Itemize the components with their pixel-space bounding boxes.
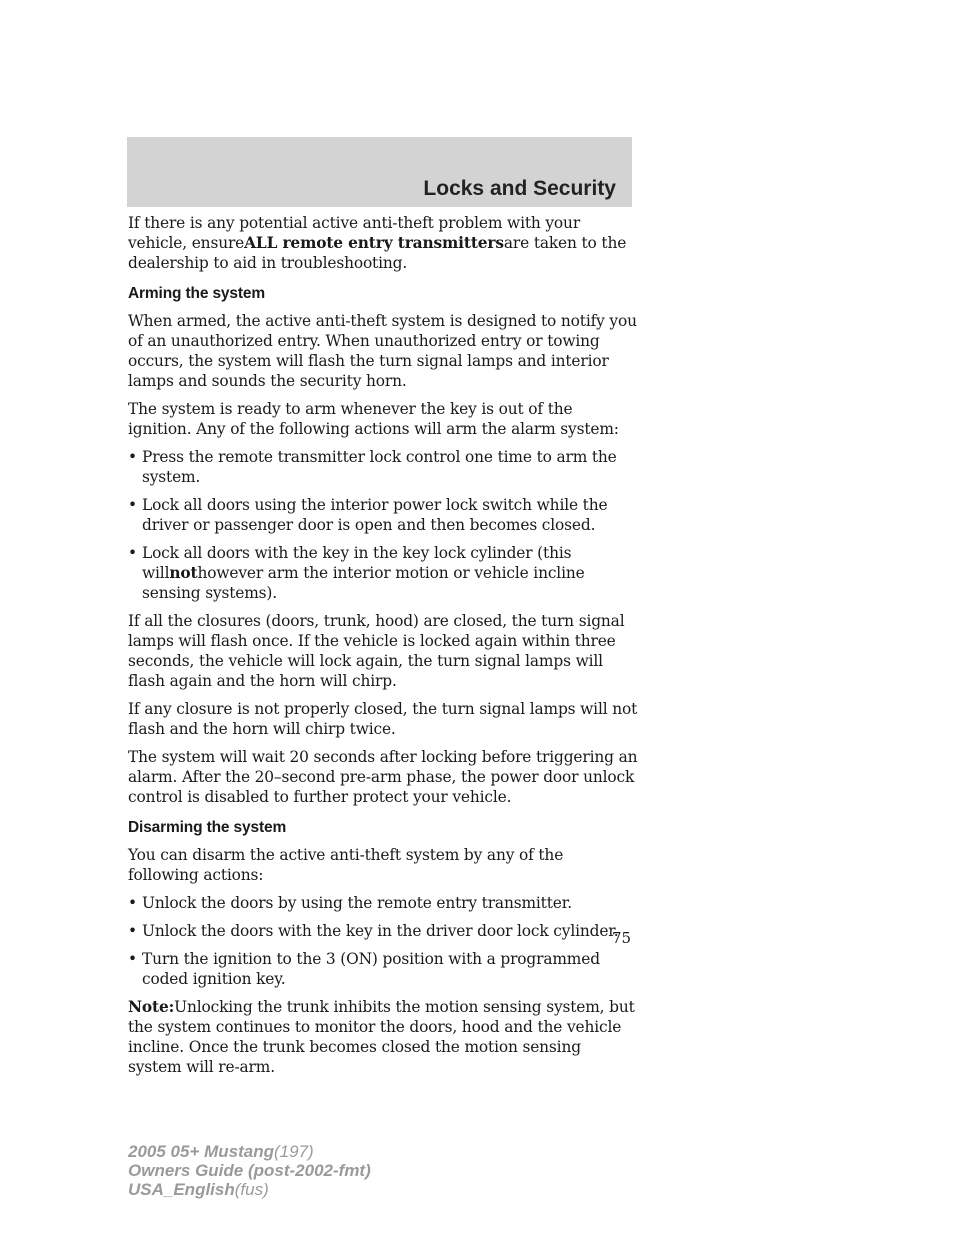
closures-paragraph: If all the closures (doors, trunk, hood) are closed, the turn signal lamps will flash once. If the vehicle is locked again within three seconds, the vehicle will lock again, the turn signal lamps will flash again and the horn will chirp. xyxy=(128,612,625,690)
note-paragraph xyxy=(128,997,638,1077)
footer-model: 2005 05+ Mustang xyxy=(128,1142,274,1161)
list-item xyxy=(128,447,638,487)
pre-arm-paragraph: The system will wait 20 seconds after locking before triggering an alarm. After the 20–second pre-arm phase, the power door unlock control is disabled to further protect your vehicle. xyxy=(128,748,638,806)
list-item-text: Lock all doors using the interior power lock switch while the driver or passenger door is open and then becomes closed. xyxy=(142,496,608,534)
list-item-text: Unlock the doors with the key in the driver door lock cylinder. xyxy=(142,922,619,940)
list-item xyxy=(128,543,638,603)
footer-line-3 xyxy=(128,1180,371,1199)
list-item xyxy=(128,949,638,989)
bullet-icon: • xyxy=(128,950,137,968)
list-item-text: Press the remote transmitter lock control one time to arm the system. xyxy=(142,448,617,486)
list-item xyxy=(128,495,638,535)
intro-bold-text: ALL remote entry transmitters xyxy=(244,234,504,252)
intro-paragraph xyxy=(128,213,638,273)
list-item-text-b: however arm the interior motion or vehicle incline sensing systems). xyxy=(142,564,585,602)
bullet-icon: • xyxy=(128,894,137,912)
arming-paragraph-2: The system is ready to arm whenever the key is out of the ignition. Any of the following actions will arm the alarm system: xyxy=(128,400,619,438)
list-item xyxy=(128,921,638,941)
page-content xyxy=(128,213,638,1085)
note-label: Note: xyxy=(128,998,175,1016)
note-text: Unlocking the trunk inhibits the motion sensing system, but the system continues to monitor the doors, hood and the vehicle incline. Once the trunk becomes closed the motion sensing system will re-arm. xyxy=(128,998,635,1076)
section-title: Locks and Security xyxy=(423,177,616,200)
list-item xyxy=(128,893,638,913)
list-item-bold-text: not xyxy=(169,564,198,582)
footer-line-2 xyxy=(128,1161,371,1180)
disarming-paragraph: You can disarm the active anti-theft system by any of the following actions: xyxy=(128,846,564,884)
list-item-text: Unlock the doors by using the remote entry transmitter. xyxy=(142,894,572,912)
heading-disarming: Disarming the system xyxy=(128,819,287,836)
bullet-icon: • xyxy=(128,448,137,466)
footer-model-code: (197) xyxy=(274,1142,314,1161)
bullet-icon: • xyxy=(128,544,137,562)
heading-arming: Arming the system xyxy=(128,285,265,302)
page-number: 75 xyxy=(612,929,632,947)
footer-language-code: (fus) xyxy=(234,1180,269,1199)
bullet-icon: • xyxy=(128,922,137,940)
list-item-text xyxy=(142,543,638,603)
footer-guide: Owners Guide (post-2002-fmt) xyxy=(128,1161,371,1180)
footer-line-1 xyxy=(128,1142,371,1161)
intro-text-a: If there is any potential active anti-theft problem with your vehicle, ensure xyxy=(128,214,581,252)
closure-warning-paragraph: If any closure is not properly closed, the turn signal lamps will not flash and the horn will chirp twice. xyxy=(128,700,638,738)
bullet-icon: • xyxy=(128,496,137,514)
list-item-text: Turn the ignition to the 3 (ON) position with a programmed coded ignition key. xyxy=(142,950,600,988)
intro-text-b: are taken to the dealership to aid in troubleshooting. xyxy=(128,234,627,272)
footer-language: USA_English xyxy=(128,1180,235,1199)
footer-imprint xyxy=(128,1142,371,1199)
list-item-text-a: Lock all doors with the key in the key lock cylinder (this will xyxy=(142,544,572,582)
arming-paragraph-1: When armed, the active anti-theft system is designed to notify you of an unauthorized entry. When unauthorized entry or towing occurs, the system will flash the turn signal lamps and interior lamps and sounds the security horn. xyxy=(128,312,637,390)
section-header-band xyxy=(127,137,632,207)
